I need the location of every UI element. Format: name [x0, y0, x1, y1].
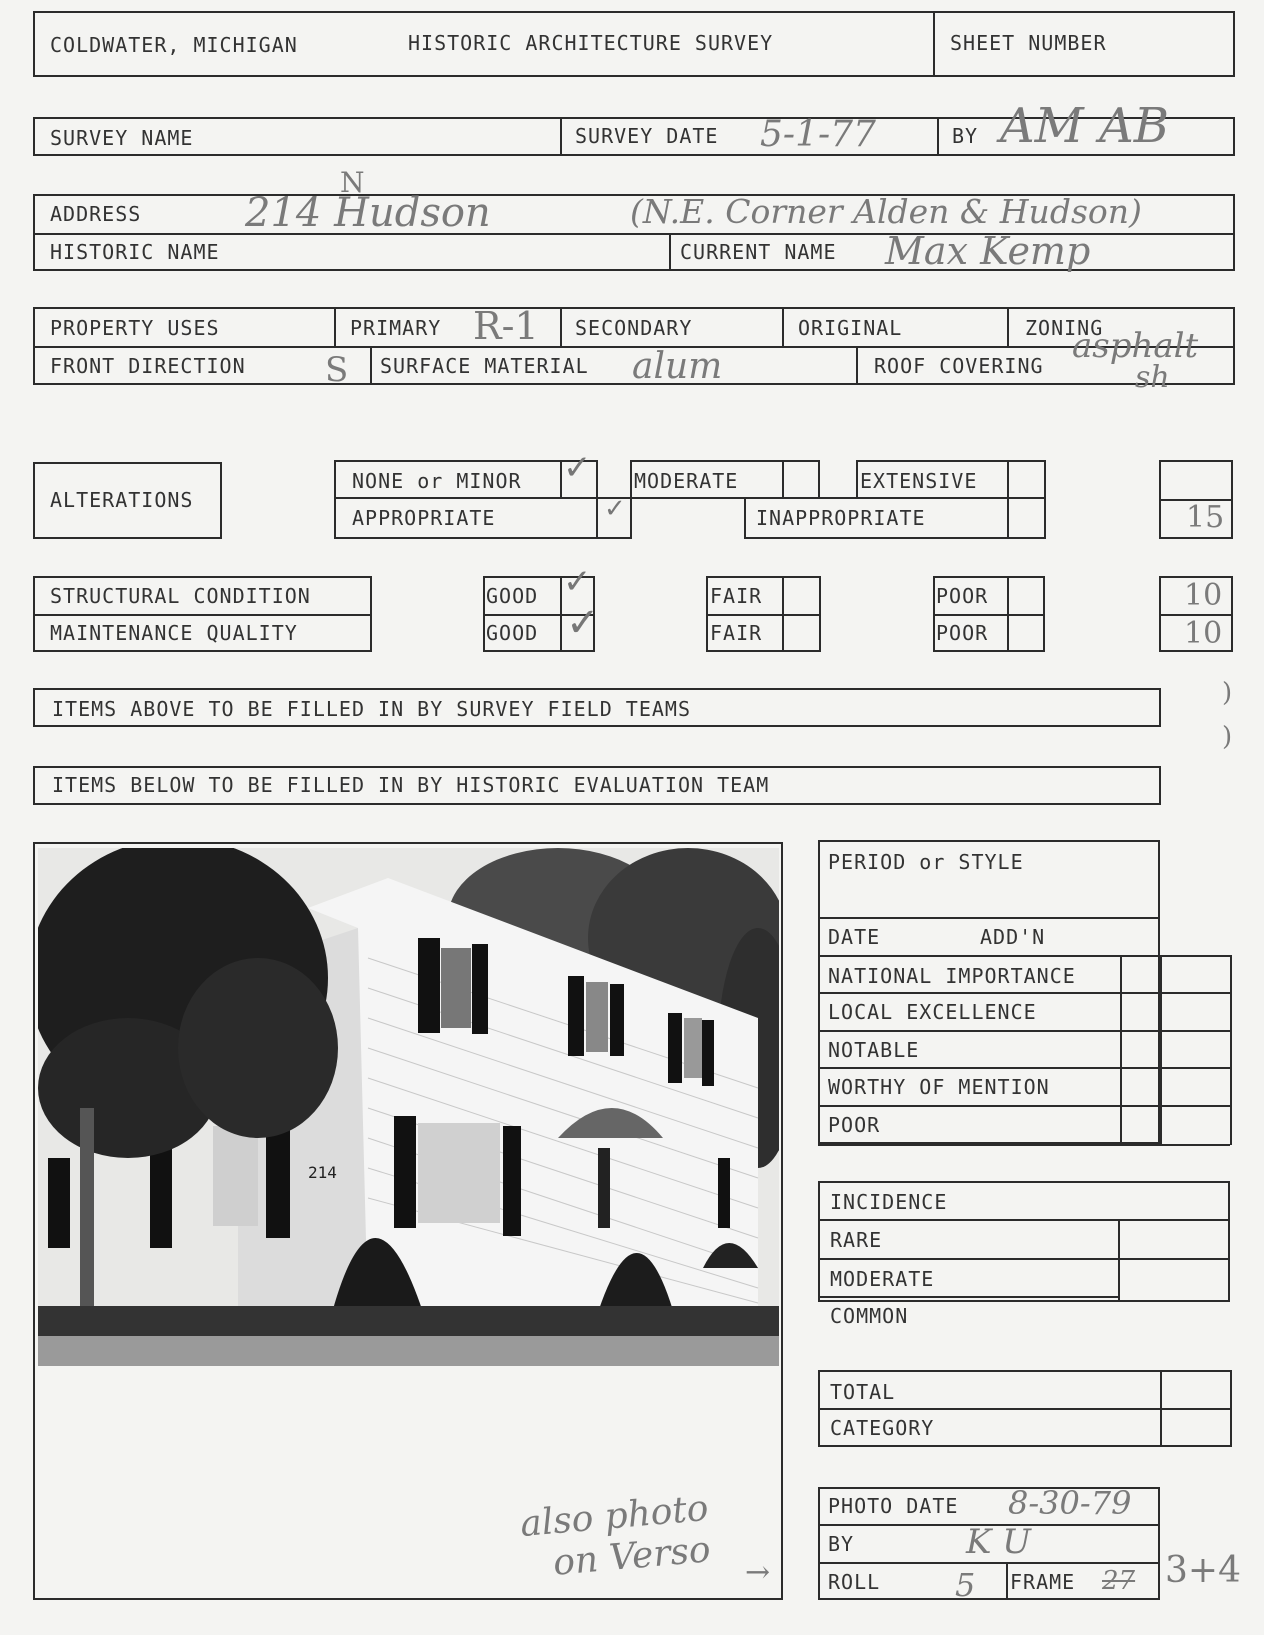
alt-inappropriate-label: INAPPROPRIATE [756, 506, 926, 530]
primary-value: R-1 [473, 304, 539, 348]
note-below: ITEMS BELOW TO BE FILLED IN BY HISTORIC EVALUATION TEAM [52, 773, 770, 797]
maintenance-score: 10 [1184, 616, 1223, 651]
current-name-value: Max Kemp [885, 229, 1091, 273]
category-label: CATEGORY [830, 1416, 935, 1440]
total-label: TOTAL [830, 1380, 896, 1404]
structural-fair-label: FAIR [710, 584, 763, 608]
roll-value: 5 [955, 1566, 976, 1604]
historic-name-label: HISTORIC NAME [50, 240, 220, 264]
margin-mark-2: ) [1222, 722, 1233, 752]
original-label: ORIGINAL [798, 316, 903, 340]
address-label: ADDRESS [50, 202, 142, 226]
worthy-of-mention-label: WORTHY OF MENTION [828, 1075, 1050, 1099]
frame-struck-value: 27 [1102, 1566, 1136, 1596]
maintenance-good-check: ✓ [566, 600, 600, 646]
primary-label: PRIMARY [350, 316, 442, 340]
maintenance-fair-label: FAIR [710, 621, 763, 645]
house-illustration [38, 848, 779, 1366]
incidence-moderate-label: MODERATE [830, 1267, 935, 1291]
eval-poor-label: POOR [828, 1113, 881, 1137]
frame-value: 3+4 [1165, 1550, 1241, 1591]
structural-poor-label: POOR [936, 584, 989, 608]
note-above: ITEMS ABOVE TO BE FILLED IN BY SURVEY FIELD TEAMS [52, 697, 692, 721]
alt-appropriate-label: APPROPRIATE [352, 506, 496, 530]
period-style-label: PERIOD or STYLE [828, 850, 1024, 874]
roof-covering-label: ROOF COVERING [874, 354, 1044, 378]
roll-label: ROLL [828, 1570, 881, 1594]
surface-material-label: SURFACE MATERIAL [380, 354, 589, 378]
eval-addn-label: ADD'N [980, 925, 1046, 949]
alterations-label: ALTERATIONS [50, 488, 194, 512]
survey-date-value: 5-1-77 [760, 114, 876, 155]
front-direction-label: FRONT DIRECTION [50, 354, 246, 378]
alt-score: 15 [1186, 500, 1225, 535]
structural-score: 10 [1184, 578, 1223, 613]
structural-good-label: GOOD [486, 584, 539, 608]
front-direction-value: S [325, 350, 349, 390]
address-note: (N.E. Corner Alden & Hudson) [630, 192, 1142, 231]
house-photo [38, 848, 779, 1366]
survey-by-value: AM AB [1000, 98, 1170, 154]
surface-material-value: alum [632, 346, 723, 387]
alt-moderate-label: MODERATE [634, 469, 739, 493]
secondary-label: SECONDARY [575, 316, 693, 340]
alt-none-minor-check: ✓ [563, 448, 592, 488]
rare-label: RARE [830, 1228, 883, 1252]
photo-date-value: 8-30-79 [1008, 1484, 1132, 1522]
photo-by-value: K U [966, 1522, 1031, 1562]
eval-date-label: DATE [828, 925, 881, 949]
house-number: 214 [308, 1163, 337, 1182]
photo-by-label: BY [828, 1532, 855, 1556]
structural-good-check: ✓ [563, 562, 592, 602]
survey-date-label: SURVEY DATE [575, 124, 719, 148]
structural-condition-label: STRUCTURAL CONDITION [50, 584, 311, 608]
form-title: HISTORIC ARCHITECTURE SURVEY [408, 31, 774, 55]
alt-extensive-label: EXTENSIVE [860, 469, 978, 493]
address-direction-mark: N [340, 166, 365, 199]
alt-none-minor-label: NONE or MINOR [352, 469, 522, 493]
local-excellence-label: LOCAL EXCELLENCE [828, 1000, 1037, 1024]
frame-label: FRAME [1010, 1570, 1076, 1594]
alt-appropriate-check: ✓ [604, 494, 626, 524]
current-name-label: CURRENT NAME [680, 240, 837, 264]
sheet-number-label: SHEET NUMBER [950, 31, 1107, 55]
survey-by-label: BY [952, 124, 979, 148]
city-title: COLDWATER, MICHIGAN [50, 33, 298, 57]
maintenance-good-label: GOOD [486, 621, 539, 645]
property-uses-label: PROPERTY USES [50, 316, 220, 340]
photo-caption-1: also photo [518, 1487, 711, 1546]
address-street: 214 Hudson [245, 190, 491, 236]
notable-label: NOTABLE [828, 1038, 920, 1062]
photo-caption-2: on Verso [551, 1529, 713, 1584]
margin-mark-1: ) [1222, 678, 1233, 708]
survey-name-label: SURVEY NAME [50, 126, 194, 150]
photo-date-label: PHOTO DATE [828, 1494, 959, 1518]
roof-covering-value-2: sh [1135, 360, 1170, 395]
roof-covering-value-1: asphalt [1072, 326, 1199, 366]
zoning-label: ZONING [1025, 316, 1104, 340]
maintenance-poor-label: POOR [936, 621, 989, 645]
national-importance-label: NATIONAL IMPORTANCE [828, 964, 1076, 988]
photo-caption-arrow: → [745, 1555, 771, 1590]
incidence-label: INCIDENCE [830, 1190, 948, 1214]
common-label: COMMON [830, 1304, 909, 1328]
maintenance-quality-label: MAINTENANCE QUALITY [50, 621, 298, 645]
